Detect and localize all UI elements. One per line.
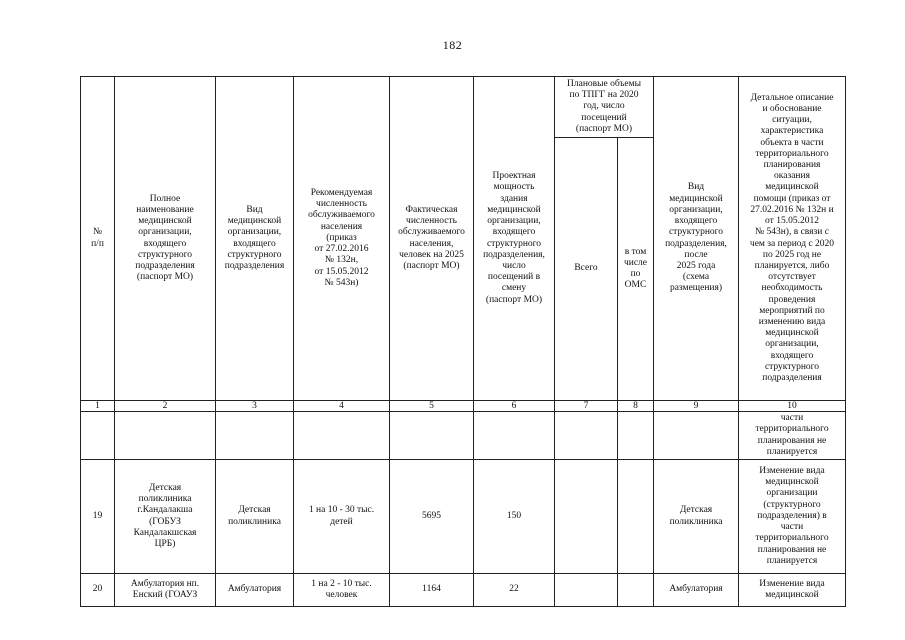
header-oms: в том числе по ОМС — [618, 138, 654, 401]
cell-num: 19 — [81, 460, 115, 574]
header-actual-population: Фактическая численность обслуживаемого населения, человек на 2025 (паспорт МО) — [390, 77, 474, 401]
cell-num — [81, 412, 115, 460]
cell-name: Амбулатория нп. Енский (ГОАУЗ — [115, 574, 216, 607]
cell-oms — [618, 460, 654, 574]
cell-recommended: 1 на 10 - 30 тыс. детей — [294, 460, 390, 574]
cell-capacity: 22 — [474, 574, 555, 607]
column-number: 10 — [739, 401, 846, 412]
cell-kind-after: Амбулатория — [654, 574, 739, 607]
header-planned-volumes: Плановые объемы по ТПГГ на 2020 год, число посещений (паспорт МО) — [555, 77, 654, 138]
column-number: 1 — [81, 401, 115, 412]
column-number-row — [81, 401, 846, 412]
cell-description: Изменение вида медицинской — [739, 574, 846, 607]
cell-kind-after — [654, 412, 739, 460]
column-number: 5 — [390, 401, 474, 412]
table-row — [81, 574, 846, 607]
header-recommended-population: Рекомендуемая численность обслуживаемого населения (приказ от 27.02.2016 № 132н, от 15.05.2012 № 543н) — [294, 77, 390, 401]
header-kind: Вид медицинской организации, входящего структурного подразделения — [216, 77, 294, 401]
medical-organizations-table — [80, 76, 846, 607]
cell-total — [555, 574, 618, 607]
cell-capacity: 150 — [474, 460, 555, 574]
cell-kind-after: Детская поликлиника — [654, 460, 739, 574]
cell-kind — [216, 412, 294, 460]
cell-name: Детская поликлиника г.Кандалакша (ГОБУЗ Кандалакшская ЦРБ) — [115, 460, 216, 574]
column-number: 8 — [618, 401, 654, 412]
header-design-capacity: Проектная мощность здания медицинской организации, входящего структурного подразделения, число посещений в смену (паспорт МО) — [474, 77, 555, 401]
cell-capacity — [474, 412, 555, 460]
header-row-1 — [81, 77, 846, 138]
cell-recommended — [294, 412, 390, 460]
column-number: 2 — [115, 401, 216, 412]
header-full-name: Полное наименование медицинской организации, входящего структурного подразделения (паспорт МО) — [115, 77, 216, 401]
table-row — [81, 412, 846, 460]
cell-total — [555, 460, 618, 574]
page-number: 182 — [442, 38, 463, 52]
column-number: 6 — [474, 401, 555, 412]
cell-actual: 5695 — [390, 460, 474, 574]
cell-kind: Детская поликлиника — [216, 460, 294, 574]
column-number: 7 — [555, 401, 618, 412]
cell-total — [555, 412, 618, 460]
cell-actual: 1164 — [390, 574, 474, 607]
cell-description: части территориального планирования не планируется — [739, 412, 846, 460]
table-row — [81, 460, 846, 574]
cell-name — [115, 412, 216, 460]
cell-actual — [390, 412, 474, 460]
cell-num: 20 — [81, 574, 115, 607]
header-num: № п/п — [81, 77, 115, 401]
header-kind-after-2025: Вид медицинской организации, входящего структурного подразделения, после 2025 года (схема размещения) — [654, 77, 739, 401]
cell-oms — [618, 412, 654, 460]
header-description: Детальное описание и обоснование ситуации, характеристика объекта в части территориального планирования оказания медицинской помощи (приказ от 27.02.2016 № 132н и от 15.05.2012 № 543н), в связи с чем за период с 2020 по 2025 год не планируется, либо отсутствует необходимость проведения мероприятий по изменению вида медицинской организации, входящего структурного подразделения — [739, 77, 846, 401]
column-number: 3 — [216, 401, 294, 412]
cell-oms — [618, 574, 654, 607]
header-total: Всего — [555, 138, 618, 401]
cell-recommended: 1 на 2 - 10 тыс. человек — [294, 574, 390, 607]
column-number: 4 — [294, 401, 390, 412]
column-number: 9 — [654, 401, 739, 412]
cell-description: Изменение вида медицинской организации (структурного подразделения) в части территориального планирования не планируется — [739, 460, 846, 574]
cell-kind: Амбулатория — [216, 574, 294, 607]
